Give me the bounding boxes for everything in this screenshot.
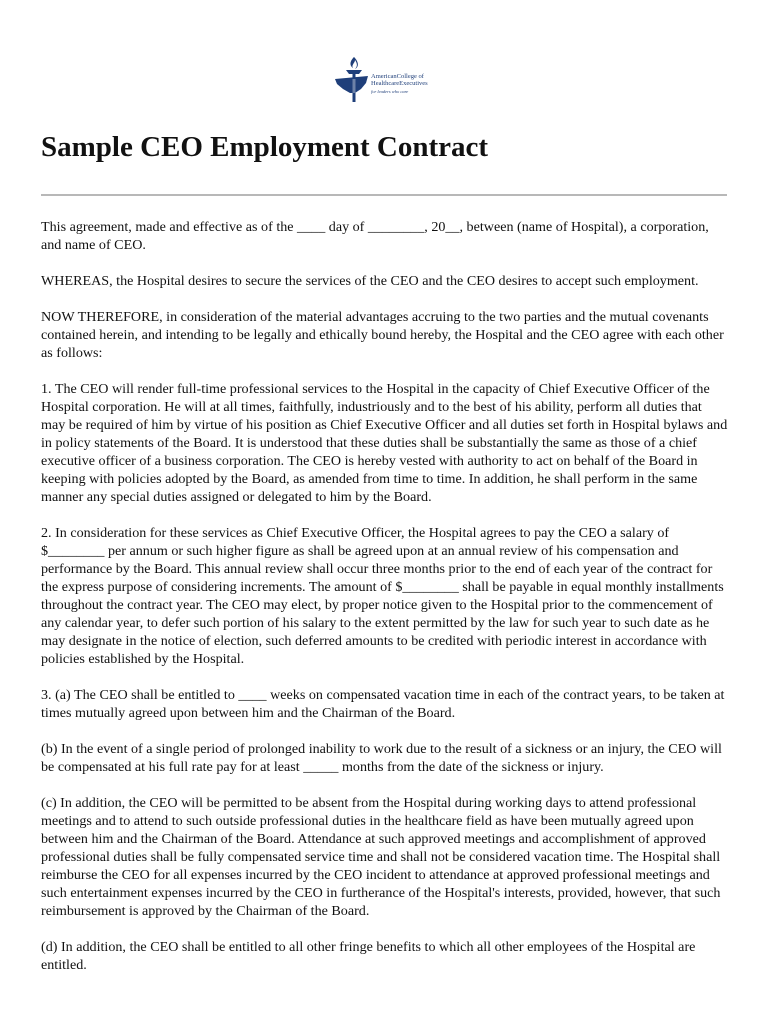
paragraph-clause-3b: (b) In the event of a single period of prolonged inability to work due to the result of a sickness or an injury, the CEO will be compensated at his full rate pay for at least _____ months from the date of the sickness or injury. xyxy=(41,741,722,775)
paragraph-clause-3d: (d) In addition, the CEO shall be entitled to all other fringe benefits to which all other employees of the Hospital are entitled. xyxy=(41,939,696,973)
paragraph-intro: This agreement, made and effective as of the ____ day of ________, 20__, between (name of Hospital), a corporation, and name of CEO. xyxy=(41,219,709,253)
logo-tagline: for leaders who care xyxy=(371,89,409,94)
page-title: Sample CEO Employment Contract xyxy=(41,131,489,163)
logo-line-2: HealthcareExecutives xyxy=(371,80,428,87)
paragraph-clause-3a: 3. (a) The CEO shall be entitled to ____ weeks on compensated vacation time in each of the contract years, to be taken at times mutually agreed upon between him and the Chairman of the Board. xyxy=(41,687,725,721)
paragraph-whereas: WHEREAS, the Hospital desires to secure the services of the CEO and the CEO desires to accept such employment. xyxy=(41,273,699,289)
ache-logo xyxy=(334,55,444,107)
paragraph-clause-1: 1. The CEO will render full-time professional services to the Hospital in the capacity of Chief Executive Officer of the Hospital corporation. He will at all times, faithfully, industriously and to the best of his ability, perform all duties that may be required of him by virtue of his position as Chief Executive Officer and all duties set forth in Hospital bylaws and in policy statements of the Board. It is understood that these duties shall be substantially the same as those of a chief executive officer of a business corporation. The CEO is hereby vested with authority to act on behalf of the Board in keeping with policies adopted by the Board, as amended from time to time. In addition, he shall perform in the same manner any special duties assigned or delegated to him by the Board. xyxy=(41,381,728,505)
paragraph-clause-2: 2. In consideration for these services as Chief Executive Officer, the Hospital agrees to pay the CEO a salary of $________ per annum or such higher figure as shall be agreed upon at an annual review of his compensation and performance by the Board. This annual review shall occur three months prior to the end of each year of the contract for the express purpose of considering increments. The amount of $________ shall be payable in equal monthly installments throughout the contract year. The CEO may elect, by proper notice given to the Hospital prior to the commencement of any calendar year, to defer such portion of his salary to the extent permitted by the law for such year to such date as he may designate in the notice of election, such deferred amounts to be credited with periodic interest in accordance with policies established by the Hospital. xyxy=(41,525,724,667)
torch-emblem-icon xyxy=(334,55,370,105)
contract-body xyxy=(41,218,729,992)
logo-wordmark xyxy=(371,73,428,87)
paragraph-clause-3c: (c) In addition, the CEO will be permitted to be absent from the Hospital during working days to attend professional meetings and to attend to such outside professional duties in the healthcare field as have been mutually agreed upon between him and the Chairman of the Board. Attendance at such approved meetings and accomplishment of approved professional duties shall be fully compensated service time and shall not be considered vacation time. The Hospital shall reimburse the CEO for all expenses incurred by the CEO incident to attendance at approved professional meetings and such entertainment expenses incurred by the CEO in furtherance of the Hospital's interests, provided, however, that such reimbursement is approved by the Chairman of the Board. xyxy=(41,795,721,919)
title-divider xyxy=(41,194,727,196)
paragraph-now-therefore: NOW THEREFORE, in consideration of the material advantages accruing to the two parties and the mutual covenants contained herein, and intending to be legally and ethically bound hereby, the Hospital and the CEO agree with each other as follows: xyxy=(41,309,724,361)
logo-line-1: AmericanCollege of xyxy=(371,73,424,80)
